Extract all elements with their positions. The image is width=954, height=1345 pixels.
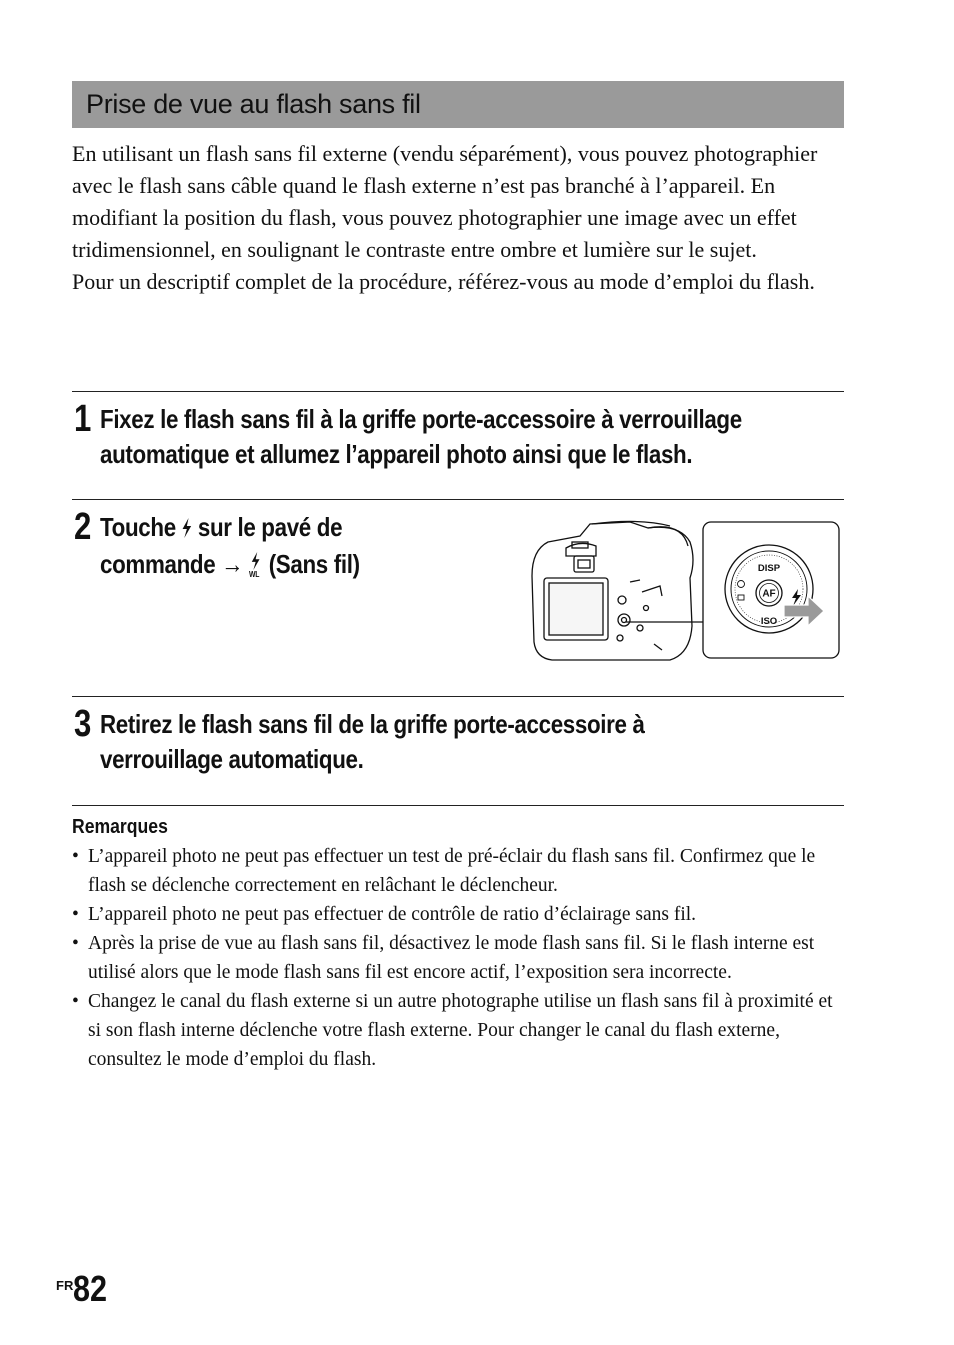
page-number-value: 82 [73, 1268, 108, 1309]
step-3-text [100, 707, 645, 777]
dial-label-disp: DISP [757, 563, 781, 574]
wl-subscript: WL [249, 569, 260, 579]
intro-text [72, 138, 847, 298]
divider-step-2 [72, 499, 844, 500]
step-2-number: 2 [74, 506, 92, 548]
step-2-line-1 [100, 510, 360, 547]
step-2-line-2 [100, 547, 360, 582]
camera-dial-illustration [530, 516, 842, 662]
step-2-text [100, 510, 360, 582]
camera-illustration [532, 521, 693, 660]
step-3-line-1: Retirez le flash sans fil de la griffe porte-accessoire à [100, 709, 645, 739]
step-1-text [100, 402, 742, 472]
step-2-part-3: commande [100, 548, 216, 579]
step-1-number: 1 [74, 398, 92, 440]
step-3-number: 3 [74, 703, 92, 745]
step-3-line-2: verrouillage automatique. [100, 744, 364, 774]
note-item: • L’appareil photo ne peut pas effectuer de contrôle de ratio d’éclairage sans fil. [72, 900, 847, 929]
section-title-bar [72, 81, 844, 128]
dial-label-af: AF [762, 588, 776, 600]
section-title: Prise de vue au flash sans fil [86, 89, 421, 119]
divider-notes [72, 805, 844, 806]
note-item: • L’appareil photo ne peut pas effectuer un test de pré-éclair du flash sans fil. Confirmez que le flash se déclenche correctement en relâchant le déclencheur. [72, 842, 847, 900]
divider-step-1 [72, 391, 844, 392]
intro-paragraph-1: En utilisant un flash sans fil externe (vendu séparément), vous pouvez photographier avec le flash sans câble quand le flash externe n’est pas branché à l’appareil. En modifiant la position du flash, vous pouvez photographier une image avec un effet tridimensionnel, en soulignant le contraste entre ombre et lumière sur le sujet. [72, 141, 818, 262]
wireless-flash-icon [249, 552, 263, 580]
step-2-part-2: sur le pavé de [197, 512, 343, 542]
notes-title: Remarques [72, 816, 168, 838]
page-number [56, 1268, 113, 1310]
dial-label-iso: ISO [760, 616, 778, 627]
step-1-line-2: automatique et allumez l’appareil photo ainsi que le flash. [100, 439, 693, 469]
step-1-line-1: Fixez le flash sans fil à la griffe porte-accessoire à verrouillage [100, 404, 742, 434]
notes-list [72, 842, 847, 1074]
flash-icon [182, 512, 192, 547]
note-item: • Changez le canal du flash externe si un autre photographe utilise un flash sans fil à proximité et si son flash interne déclenche votre flash externe. Pour changer le canal du flash externe, consultez le mode d’emploi du flash. [72, 987, 847, 1074]
intro-paragraph-2: Pour un descriptif complet de la procédure, référez-vous au mode d’emploi du flash. [72, 269, 815, 294]
step-2-part-1: Touche [100, 512, 176, 542]
divider-step-3 [72, 696, 844, 697]
right-arrow-icon: → [221, 548, 244, 579]
step-2-part-4: (Sans fil) [268, 548, 360, 579]
page-lang: FR [56, 1278, 74, 1293]
note-item: • Après la prise de vue au flash sans fil, désactivez le mode flash sans fil. Si le flash interne est utilisé alors que le mode flash sans fil est encore actif, l’exposition sera incorrecte. [72, 929, 847, 987]
